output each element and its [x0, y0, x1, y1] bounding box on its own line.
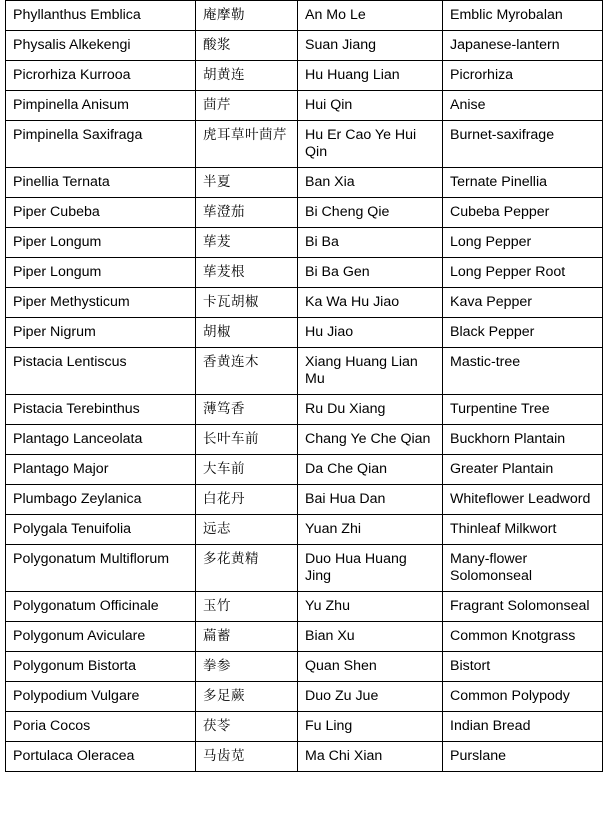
table-row: [6, 622, 603, 652]
table-row: [6, 742, 603, 772]
latin-name-cell: Plumbago Zeylanica: [6, 485, 196, 515]
pinyin-name-cell: Hui Qin: [298, 91, 443, 121]
english-name-cell: Cubeba Pepper: [443, 198, 603, 228]
table-row: [6, 652, 603, 682]
chinese-name-cell: 半夏: [196, 168, 298, 198]
table-row: [6, 485, 603, 515]
latin-name-cell: Polygonatum Multiflorum: [6, 545, 196, 592]
pinyin-name-cell: Hu Er Cao Ye Hui Qin: [298, 121, 443, 168]
latin-name-cell: Picrorhiza Kurrooa: [6, 61, 196, 91]
english-name-cell: Emblic Myrobalan: [443, 1, 603, 31]
pinyin-name-cell: Hu Jiao: [298, 318, 443, 348]
chinese-name-cell: 庵摩勒: [196, 1, 298, 31]
english-name-cell: Mastic-tree: [443, 348, 603, 395]
latin-name-cell: Phyllanthus Emblica: [6, 1, 196, 31]
latin-name-cell: Polygonum Aviculare: [6, 622, 196, 652]
chinese-name-cell: 荜茇: [196, 228, 298, 258]
latin-name-cell: Plantago Major: [6, 455, 196, 485]
pinyin-name-cell: Hu Huang Lian: [298, 61, 443, 91]
latin-name-cell: Pistacia Lentiscus: [6, 348, 196, 395]
chinese-name-cell: 卡瓦胡椒: [196, 288, 298, 318]
chinese-name-cell: 玉竹: [196, 592, 298, 622]
pinyin-name-cell: Bi Cheng Qie: [298, 198, 443, 228]
english-name-cell: Bistort: [443, 652, 603, 682]
latin-name-cell: Polygala Tenuifolia: [6, 515, 196, 545]
pinyin-name-cell: Yu Zhu: [298, 592, 443, 622]
chinese-name-cell: 荜澄茄: [196, 198, 298, 228]
latin-name-cell: Poria Cocos: [6, 712, 196, 742]
pinyin-name-cell: Ma Chi Xian: [298, 742, 443, 772]
pinyin-name-cell: Yuan Zhi: [298, 515, 443, 545]
table-row: [6, 168, 603, 198]
pinyin-name-cell: Ban Xia: [298, 168, 443, 198]
chinese-name-cell: 虎耳草叶茴芹: [196, 121, 298, 168]
chinese-name-cell: 长叶车前: [196, 425, 298, 455]
latin-name-cell: Piper Longum: [6, 228, 196, 258]
pinyin-name-cell: Ka Wa Hu Jiao: [298, 288, 443, 318]
latin-name-cell: Polygonatum Officinale: [6, 592, 196, 622]
pinyin-name-cell: Da Che Qian: [298, 455, 443, 485]
pinyin-name-cell: Bi Ba Gen: [298, 258, 443, 288]
table-row: [6, 455, 603, 485]
table-row: [6, 91, 603, 121]
english-name-cell: Japanese-lantern: [443, 31, 603, 61]
table-row: [6, 198, 603, 228]
english-name-cell: Fragrant Solomonseal: [443, 592, 603, 622]
pinyin-name-cell: Chang Ye Che Qian: [298, 425, 443, 455]
english-name-cell: Common Polypody: [443, 682, 603, 712]
latin-name-cell: Polygonum Bistorta: [6, 652, 196, 682]
latin-name-cell: Physalis Alkekengi: [6, 31, 196, 61]
table-row: [6, 395, 603, 425]
chinese-name-cell: 萹蓄: [196, 622, 298, 652]
latin-name-cell: Pimpinella Anisum: [6, 91, 196, 121]
chinese-name-cell: 拳参: [196, 652, 298, 682]
chinese-name-cell: 远志: [196, 515, 298, 545]
table-row: [6, 288, 603, 318]
table-row: [6, 121, 603, 168]
table-row: [6, 515, 603, 545]
latin-name-cell: Pistacia Terebinthus: [6, 395, 196, 425]
latin-name-cell: Piper Nigrum: [6, 318, 196, 348]
latin-name-cell: Polypodium Vulgare: [6, 682, 196, 712]
english-name-cell: Picrorhiza: [443, 61, 603, 91]
herb-name-table: [5, 0, 603, 772]
latin-name-cell: Piper Longum: [6, 258, 196, 288]
chinese-name-cell: 白花丹: [196, 485, 298, 515]
pinyin-name-cell: Quan Shen: [298, 652, 443, 682]
pinyin-name-cell: Ru Du Xiang: [298, 395, 443, 425]
pinyin-name-cell: Duo Hua Huang Jing: [298, 545, 443, 592]
chinese-name-cell: 茴芹: [196, 91, 298, 121]
pinyin-name-cell: Bi Ba: [298, 228, 443, 258]
chinese-name-cell: 多足蕨: [196, 682, 298, 712]
table-row: [6, 61, 603, 91]
table-row: [6, 682, 603, 712]
english-name-cell: Greater Plantain: [443, 455, 603, 485]
english-name-cell: Turpentine Tree: [443, 395, 603, 425]
english-name-cell: Common Knotgrass: [443, 622, 603, 652]
pinyin-name-cell: An Mo Le: [298, 1, 443, 31]
table-row: [6, 258, 603, 288]
latin-name-cell: Piper Cubeba: [6, 198, 196, 228]
english-name-cell: Indian Bread: [443, 712, 603, 742]
table-row: [6, 545, 603, 592]
table-row: [6, 592, 603, 622]
herb-table-body: [6, 1, 603, 772]
english-name-cell: Thinleaf Milkwort: [443, 515, 603, 545]
chinese-name-cell: 大车前: [196, 455, 298, 485]
chinese-name-cell: 荜茇根: [196, 258, 298, 288]
pinyin-name-cell: Fu Ling: [298, 712, 443, 742]
english-name-cell: Buckhorn Plantain: [443, 425, 603, 455]
latin-name-cell: Portulaca Oleracea: [6, 742, 196, 772]
english-name-cell: Kava Pepper: [443, 288, 603, 318]
chinese-name-cell: 多花黄精: [196, 545, 298, 592]
english-name-cell: Long Pepper: [443, 228, 603, 258]
pinyin-name-cell: Suan Jiang: [298, 31, 443, 61]
chinese-name-cell: 胡椒: [196, 318, 298, 348]
chinese-name-cell: 马齿苋: [196, 742, 298, 772]
pinyin-name-cell: Bian Xu: [298, 622, 443, 652]
english-name-cell: Whiteflower Leadword: [443, 485, 603, 515]
english-name-cell: Burnet-saxifrage: [443, 121, 603, 168]
english-name-cell: Ternate Pinellia: [443, 168, 603, 198]
english-name-cell: Purslane: [443, 742, 603, 772]
table-row: [6, 712, 603, 742]
table-row: [6, 318, 603, 348]
table-row: [6, 425, 603, 455]
latin-name-cell: Piper Methysticum: [6, 288, 196, 318]
latin-name-cell: Pinellia Ternata: [6, 168, 196, 198]
pinyin-name-cell: Bai Hua Dan: [298, 485, 443, 515]
chinese-name-cell: 薄笃香: [196, 395, 298, 425]
english-name-cell: Many-flower Solomonseal: [443, 545, 603, 592]
pinyin-name-cell: Duo Zu Jue: [298, 682, 443, 712]
table-row: [6, 228, 603, 258]
chinese-name-cell: 香黄连木: [196, 348, 298, 395]
chinese-name-cell: 胡黄连: [196, 61, 298, 91]
pinyin-name-cell: Xiang Huang Lian Mu: [298, 348, 443, 395]
chinese-name-cell: 酸浆: [196, 31, 298, 61]
latin-name-cell: Plantago Lanceolata: [6, 425, 196, 455]
latin-name-cell: Pimpinella Saxifraga: [6, 121, 196, 168]
english-name-cell: Long Pepper Root: [443, 258, 603, 288]
chinese-name-cell: 茯苓: [196, 712, 298, 742]
english-name-cell: Black Pepper: [443, 318, 603, 348]
table-row: [6, 348, 603, 395]
table-row: [6, 1, 603, 31]
english-name-cell: Anise: [443, 91, 603, 121]
table-row: [6, 31, 603, 61]
